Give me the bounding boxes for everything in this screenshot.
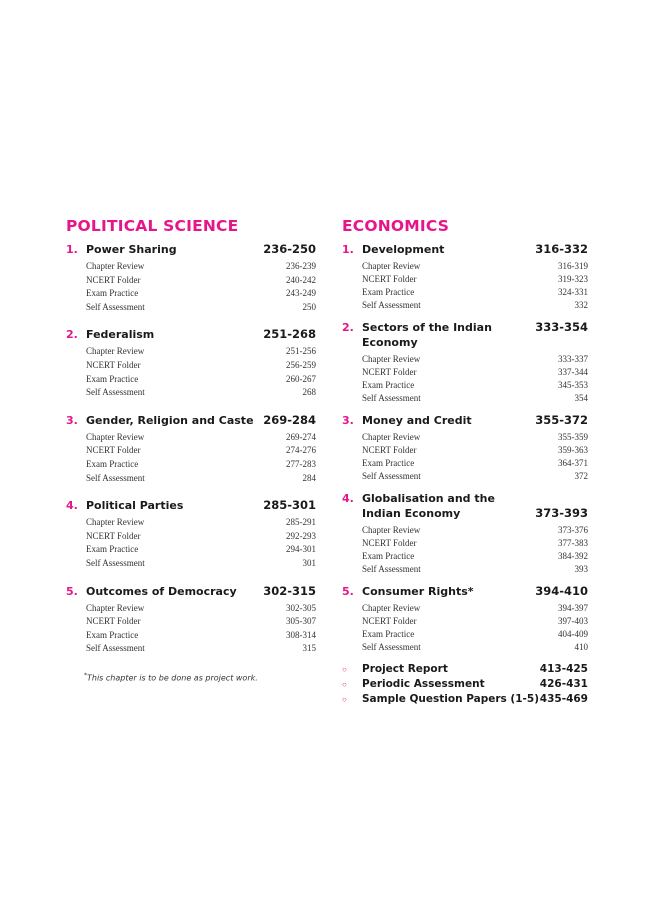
sub-entry (66, 615, 316, 629)
extra-pages: 413-425 (539, 663, 588, 675)
sub-pages: 345-353 (558, 380, 588, 390)
chapter-number: 4. (66, 499, 78, 513)
chapter-title[interactable]: Political Parties (86, 499, 184, 513)
sub-pages: 284 (302, 472, 316, 483)
sub-label: NCERT Folder (362, 367, 417, 377)
footnote-text: This chapter is to be done as project work. (87, 673, 258, 683)
sub-pages: 292-293 (286, 530, 316, 541)
footnote (84, 672, 258, 683)
footnote-mark: * (84, 672, 87, 679)
sub-entry (342, 602, 588, 615)
chapter-pages: 316-332 (535, 242, 588, 256)
sub-entry (66, 431, 316, 445)
sub-pages: 337-344 (558, 367, 588, 377)
chapter-number: 5. (342, 585, 354, 598)
sub-label: NCERT Folder (86, 274, 141, 285)
chapter-pages: 333-354 (535, 320, 588, 334)
sub-label: Chapter Review (86, 517, 145, 528)
chapter-heading (66, 242, 316, 257)
sub-entry (342, 260, 588, 273)
sub-entry (342, 628, 588, 641)
sub-pages: 243-249 (286, 288, 316, 299)
chapter-heading (66, 584, 316, 599)
chapter-title[interactable]: Development (362, 243, 445, 256)
sub-pages: 269-274 (286, 431, 316, 442)
extra-pages: 435-469 (539, 693, 588, 705)
chapter-title-line: Indian Economy (362, 507, 461, 520)
sub-label: Self Assessment (86, 557, 145, 568)
sub-entry (66, 260, 316, 274)
chapter-pages: 236-250 (263, 242, 316, 256)
chapter-title[interactable]: Sectors of the Indian Economy (362, 321, 492, 349)
sub-label: Exam Practice (86, 458, 139, 469)
sub-entry (66, 359, 316, 373)
sub-pages: 301 (302, 557, 316, 568)
chapter-pages: 373-393 (535, 506, 588, 520)
sub-label: Chapter Review (362, 525, 421, 535)
sub-entry (342, 550, 588, 563)
section-title: ECONOMICS (342, 217, 450, 235)
chapter-heading (342, 413, 588, 428)
sub-label: Self Assessment (362, 300, 421, 310)
sub-pages: 294-301 (286, 544, 316, 555)
sub-entry (66, 274, 316, 288)
sub-pages: 404-409 (558, 629, 588, 639)
sub-pages: 236-239 (286, 261, 316, 271)
sub-entry (342, 444, 588, 457)
sub-pages: 274-276 (286, 445, 316, 456)
sub-label: Self Assessment (362, 393, 421, 403)
sub-label: Exam Practice (362, 458, 415, 468)
sub-label: Exam Practice (86, 373, 139, 384)
chapter-entry (66, 584, 316, 656)
sub-entry (66, 458, 316, 472)
sub-pages: 333-337 (558, 354, 588, 364)
sub-pages: 354 (574, 393, 588, 403)
chapter-title[interactable] (362, 491, 535, 521)
bullet-icon: ○ (342, 665, 347, 674)
chapter-entry (66, 242, 316, 314)
chapter-number: 4. (342, 492, 354, 505)
chapter-title[interactable]: Power Sharing (86, 243, 177, 256)
sub-pages: 332 (574, 300, 588, 310)
sub-label: NCERT Folder (362, 616, 417, 626)
sub-entry (342, 615, 588, 628)
sub-entry (342, 286, 588, 299)
sub-pages: 394-397 (558, 603, 588, 613)
chapter-pages: 302-315 (263, 583, 316, 598)
chapter-pages: 285-301 (263, 498, 316, 513)
sub-pages: 373-376 (558, 525, 588, 535)
sub-label: Self Assessment (86, 387, 145, 398)
sub-pages: 250 (302, 301, 316, 312)
chapter-entry (342, 320, 588, 405)
sub-pages: 319-323 (558, 274, 588, 284)
sub-entry (66, 642, 316, 656)
chapter-number: 1. (342, 243, 354, 256)
sub-label: NCERT Folder (362, 274, 417, 284)
bullet-icon: ○ (342, 695, 347, 704)
sub-entry (342, 353, 588, 366)
sub-entry (342, 299, 588, 312)
sub-pages: 397-403 (558, 616, 588, 626)
chapter-entry (342, 413, 588, 483)
sub-entry (342, 392, 588, 405)
sub-pages: 316-319 (558, 261, 588, 271)
sub-label: Exam Practice (362, 551, 415, 561)
sub-entry (66, 386, 316, 400)
sub-entry (66, 345, 316, 359)
sub-label: Self Assessment (86, 301, 145, 312)
chapter-number: 5. (66, 584, 78, 598)
chapter-title[interactable]: Money and Credit (362, 414, 472, 427)
sub-label: Self Assessment (86, 472, 145, 483)
sub-pages: 359-363 (558, 445, 588, 455)
sub-entry (66, 602, 316, 616)
chapter-heading (342, 584, 588, 599)
sub-entry (342, 457, 588, 470)
political-science-section (66, 216, 316, 669)
chapter-heading (66, 327, 316, 342)
chapter-entry (342, 584, 588, 654)
sub-entry (342, 470, 588, 483)
sub-entry (342, 563, 588, 576)
sub-pages: 315 (302, 643, 316, 654)
chapter-pages: 269-284 (263, 412, 316, 427)
extra-pages: 426-431 (539, 678, 588, 690)
economics-section (342, 216, 588, 707)
chapter-number: 2. (342, 321, 354, 334)
sub-label: NCERT Folder (86, 445, 141, 456)
sub-pages: 251-256 (286, 346, 316, 357)
chapter-title[interactable]: Consumer Rights* (362, 585, 474, 598)
sub-entry (342, 379, 588, 392)
extra-label[interactable]: Project Report (362, 663, 448, 675)
extra-label[interactable]: Sample Question Papers (1-5) (362, 693, 540, 705)
sub-entry (66, 530, 316, 544)
sub-entry (66, 287, 316, 301)
chapter-pages: 355-372 (535, 413, 588, 427)
extra-entry (342, 692, 588, 707)
sub-pages: 305-307 (286, 616, 316, 627)
sub-entry (66, 629, 316, 643)
chapter-entry (342, 242, 588, 312)
chapter-title[interactable]: Outcomes of Democracy (86, 584, 237, 598)
sub-entry (66, 373, 316, 387)
sub-label: NCERT Folder (86, 530, 141, 541)
sub-pages: 364-371 (558, 458, 588, 468)
sub-label: NCERT Folder (362, 538, 417, 548)
sub-label: Exam Practice (86, 629, 139, 640)
chapter-number: 2. (66, 328, 78, 342)
chapter-heading (342, 242, 588, 257)
sub-entry (66, 444, 316, 458)
sub-label: Exam Practice (86, 288, 139, 299)
chapter-entry (66, 413, 316, 485)
sub-pages: 268 (302, 387, 316, 398)
sub-pages: 410 (574, 642, 588, 652)
chapter-entry (342, 491, 588, 576)
sub-pages: 285-291 (286, 517, 316, 528)
chapter-pages: 394-410 (535, 584, 588, 598)
sub-pages: 377-383 (558, 538, 588, 548)
sub-pages: 355-359 (558, 432, 588, 442)
sub-label: Chapter Review (362, 432, 421, 442)
sub-pages: 384-392 (558, 551, 588, 561)
sub-label: Chapter Review (362, 261, 421, 271)
sub-label: Self Assessment (362, 642, 421, 652)
sub-pages: 324-331 (558, 287, 588, 297)
sub-entry (66, 472, 316, 486)
sub-entry (342, 537, 588, 550)
sub-entry (66, 301, 316, 315)
sub-pages: 240-242 (286, 274, 316, 285)
sub-label: Chapter Review (86, 261, 145, 271)
sub-label: Exam Practice (86, 544, 139, 555)
sub-entry (66, 516, 316, 530)
sub-entry (342, 366, 588, 379)
sub-label: Self Assessment (362, 564, 421, 574)
chapter-heading (342, 320, 588, 350)
sub-pages: 277-283 (286, 458, 316, 469)
sub-label: Exam Practice (362, 380, 415, 390)
sub-label: Chapter Review (86, 602, 145, 613)
sub-entry (342, 431, 588, 444)
chapter-pages: 251-268 (263, 327, 316, 342)
sub-label: Self Assessment (362, 471, 421, 481)
sub-label: Self Assessment (86, 643, 145, 654)
sub-entry (342, 273, 588, 286)
sub-label: Chapter Review (86, 346, 145, 357)
sub-entry (342, 524, 588, 537)
chapter-number: 3. (66, 413, 78, 427)
sub-entry (342, 641, 588, 654)
sub-pages: 302-305 (286, 602, 316, 613)
chapter-title[interactable]: Federalism (86, 328, 155, 342)
sub-entry (66, 543, 316, 557)
chapter-number: 3. (342, 414, 354, 427)
section-title: POLITICAL SCIENCE (66, 217, 239, 235)
sub-label: Chapter Review (362, 603, 421, 613)
chapter-entry (66, 327, 316, 399)
chapter-title-line: Globalisation and the (362, 492, 495, 505)
sub-pages: 393 (574, 564, 588, 574)
chapter-number: 1. (66, 243, 78, 256)
chapter-heading (342, 491, 588, 521)
sub-label: NCERT Folder (86, 616, 141, 627)
chapter-heading (66, 413, 316, 428)
sub-pages: 308-314 (286, 629, 316, 640)
bullet-icon: ○ (342, 680, 347, 689)
sub-pages: 256-259 (286, 359, 316, 370)
chapter-entry (66, 498, 316, 570)
sub-label: NCERT Folder (86, 359, 141, 370)
sub-label: Chapter Review (362, 354, 421, 364)
sub-label: Exam Practice (362, 629, 415, 639)
sub-label: Chapter Review (86, 431, 145, 442)
chapter-heading (66, 498, 316, 513)
extra-entry (342, 662, 588, 677)
sub-label: Exam Practice (362, 287, 415, 297)
extra-label[interactable]: Periodic Assessment (362, 678, 485, 690)
sub-pages: 260-267 (286, 373, 316, 384)
extra-entry (342, 677, 588, 692)
sub-pages: 372 (574, 471, 588, 481)
sub-entry (66, 557, 316, 571)
sub-label: NCERT Folder (362, 445, 417, 455)
chapter-title[interactable]: Gender, Religion and Caste (86, 413, 254, 427)
